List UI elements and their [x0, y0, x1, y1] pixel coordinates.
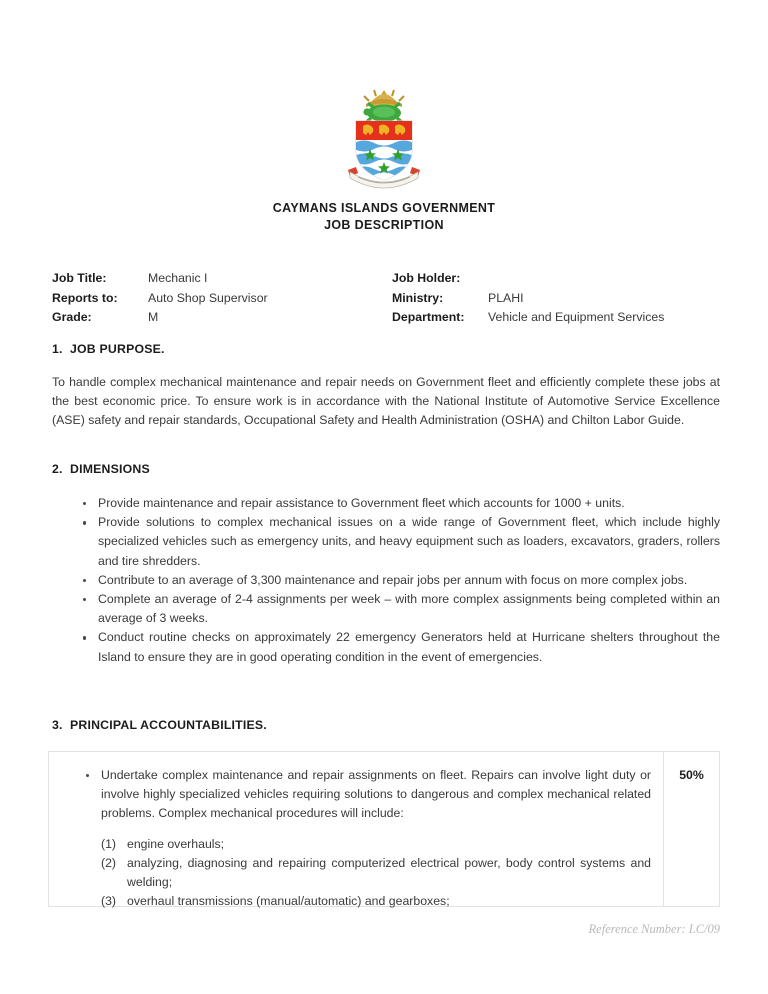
crest-container: [0, 88, 768, 197]
meta-field-grade: [52, 308, 392, 328]
meta-field-job-holder: [392, 269, 720, 289]
accountability-percentage: 50%: [679, 768, 704, 782]
meta-field-reports-to: [52, 289, 392, 309]
job-meta-block: [52, 269, 720, 328]
meta-field-department: [392, 308, 720, 328]
meta-value: Vehicle and Equipment Services: [488, 310, 665, 324]
coat-of-arms-icon: [336, 88, 432, 192]
list-item: Complete an average of 2-4 assignments per week – with more complex assignments being completed within an average of 3 weeks.: [52, 590, 720, 628]
list-item: [49, 854, 651, 892]
dimensions-list: [52, 494, 720, 667]
meta-label: Job Holder:: [392, 271, 461, 285]
meta-label: Ministry:: [392, 290, 444, 305]
meta-field-ministry: [392, 289, 720, 309]
meta-row: [52, 308, 720, 328]
meta-row: [52, 269, 720, 289]
list-text: analyzing, diagnosing and repairing computerized electrical power, body control systems and welding;: [127, 855, 651, 890]
list-item: [49, 835, 651, 854]
list-text: engine overhauls;: [127, 836, 225, 851]
meta-label: Grade:: [52, 310, 92, 324]
list-item: Provide solutions to complex mechanical issues on a wide range of Government fleet, which include highly specialized vehicles such as emergency units, and heavy equipment such as loaders, excavators, graders, rollers and tire shredders.: [52, 513, 720, 571]
meta-label: Department:: [392, 310, 465, 324]
meta-value: M: [148, 310, 159, 324]
title-line-1: CAYMANS ISLANDS GOVERNMENT: [272, 201, 496, 215]
accountability-numbered-list: [49, 835, 651, 912]
section-label: JOB PURPOSE.: [70, 342, 165, 356]
list-item: Provide maintenance and repair assistance to Government fleet which accounts for 1000 + units.: [52, 494, 720, 513]
list-text: overhaul transmissions (manual/automatic) and gearboxes;: [127, 894, 450, 909]
meta-row: [52, 289, 720, 309]
section-number: 1.: [52, 342, 63, 356]
section-heading-job-purpose: [52, 342, 165, 356]
accountability-bullet-list: [49, 766, 651, 824]
section-heading-principal-accountabilities: [52, 718, 267, 732]
section-label: DIMENSIONS: [70, 462, 150, 476]
page-title: [0, 200, 768, 234]
list-item: Conduct routine checks on approximately 22 emergency Generators held at Hurricane shelters throughout the Island to ensure they are in good operating condition in the event of emergencies.: [52, 628, 720, 666]
section-number: 2.: [52, 462, 63, 476]
list-marker: (1): [101, 836, 117, 851]
meta-label: Reports to:: [52, 290, 118, 305]
section-heading-dimensions: [52, 462, 150, 476]
footer-reference-number: Reference Number: LC/09: [588, 922, 720, 936]
section-label: PRINCIPAL ACCOUNTABILITIES.: [70, 718, 267, 732]
meta-value: Mechanic I: [148, 271, 208, 285]
list-marker: (2): [101, 855, 117, 870]
meta-value: Auto Shop Supervisor: [148, 290, 268, 305]
list-item: Contribute to an average of 3,300 maintenance and repair jobs per annum with focus on more complex jobs.: [52, 571, 720, 590]
table-row: [49, 752, 664, 909]
section-number: 3.: [52, 718, 63, 732]
list-item: [49, 892, 651, 911]
accountabilities-table: [48, 751, 720, 907]
meta-value: PLAHI: [488, 290, 524, 305]
meta-label: Job Title:: [52, 271, 107, 285]
meta-field-job-title: [52, 269, 392, 289]
title-line-2: JOB DESCRIPTION: [324, 218, 444, 232]
list-marker: (3): [101, 894, 117, 909]
job-purpose-body: To handle complex mechanical maintenance and repair needs on Government fleet and efficiently complete these jobs at the best economic price. To ensure work is in accordance with the National Institute of Automotive Service Excellence (ASE) safety and repair standards, Occupational Safety and Health Administration (OSHA) and Chilton Labor Guide.: [52, 375, 720, 428]
list-item: Undertake complex maintenance and repair assignments on fleet. Repairs can involve light duty or involve highly specialized vehicles requiring solutions to dangerous and complex mechanical related problems. Complex mechanical procedures will include:: [49, 766, 651, 824]
